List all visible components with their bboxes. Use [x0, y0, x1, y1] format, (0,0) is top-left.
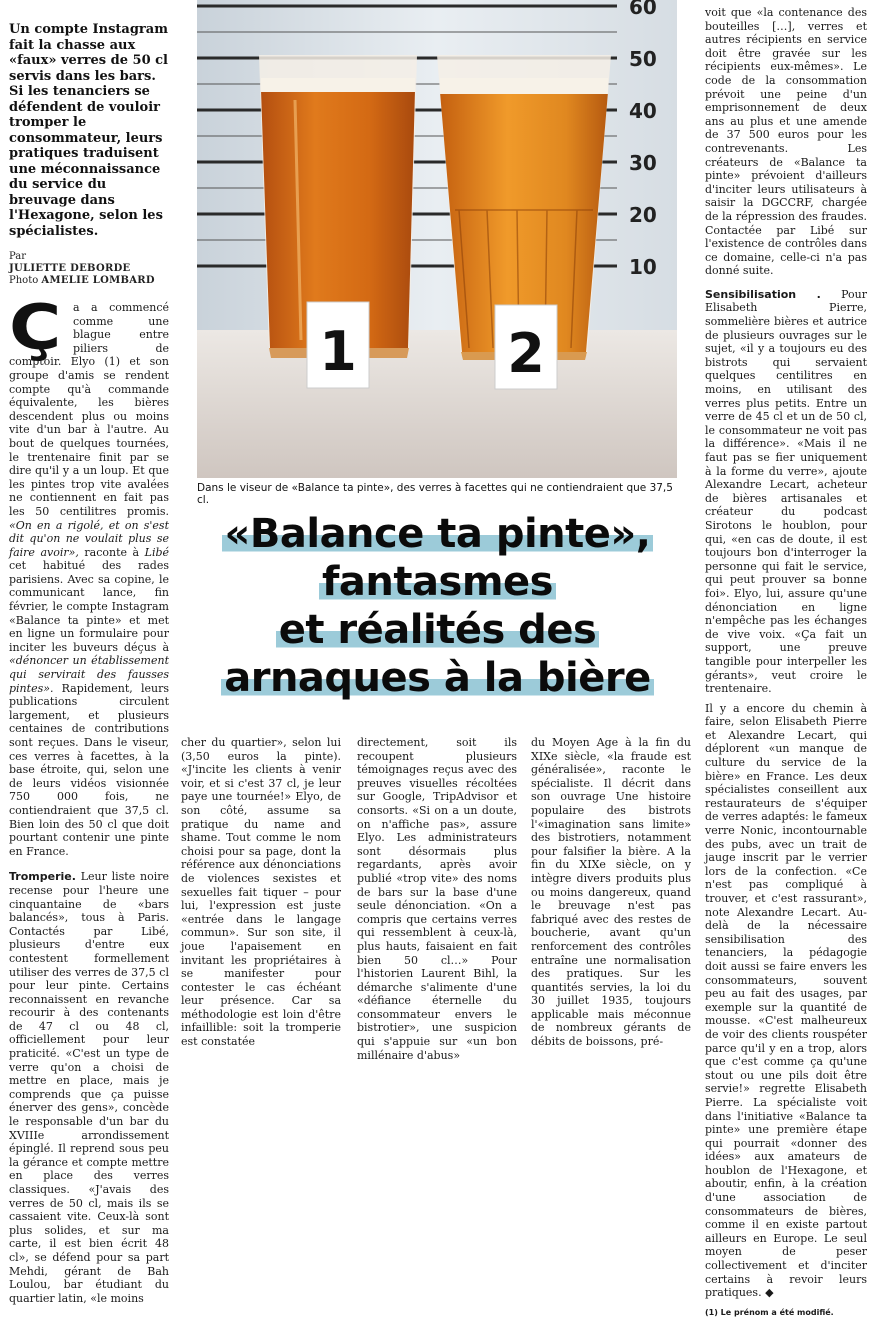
byline	[9, 251, 169, 287]
photo-caption: Dans le viseur de «Balance ta pinte», des verres à facettes qui ne contiendraient que 37,5 cl.	[197, 482, 673, 506]
ruler-label-60: 60	[629, 0, 657, 19]
left-column	[9, 22, 170, 1305]
headline-line-3: et réalités des	[185, 606, 690, 654]
ruler-label-30: 30	[629, 151, 657, 175]
body-column-2: cher du quartier», selon lui (3,50 euros la pinte). «J'incite les clients à venir voir, et si c'est 37 cl, je leur paye une tournée!» Elyo, de son côté, assume sa pratique du name and shame. Tout comme le nom choisi pour sa page, dont la référence aux dénonciations de violences sexistes et sexuelles fait tiquer – pour lui, l'expression est juste «entrée dans le langage commun». Sur son site, il joue l'apaisement en invitant les propriétaires à se manifester pour contester le cas échéant leur présence. Car sa méthodologie est loin d'être infaillible: soit la tromperie est constatée	[181, 736, 341, 1049]
beer-glasses-illustration	[197, 0, 677, 478]
lead-paragraph: Ç a a commencé comme une blague entre piliers de comptoir. Elyo (1) et son groupe d'amis se rendent compte qu'à commande équivalente, les bières descendent plus ou moins vite d'un bar à l'autre. Au bout de quelques tournées, le trentenaire finit par se dire qu'il y a un loup. Et que les pintes trop vite avalées ne contiennent en fait pas les 50 centilitres promis. «On en a rigolé, et on s'est dit qu'on ne voulait plus se faire avoir», raconte à Libé cet habitué des rades parisiens. Avec sa copine, le communicant lance, fin février, le compte Instagram «Balance ta pinte» et met en ligne un formulaire pour inciter les buveurs déçus à «dénoncer un établissement qui servirait des fausses pintes». Rapidement, leurs publications circulent largement, et plusieurs centaines de contributions sont reçues. Dans le viseur, ces verres à facettes, à la base étroite, qui, selon une de leurs vidéos visionnée 750 000 fois, ne contiendraient que 37,5 cl. Bien loin des 50 cl que doit pourtant contenir une pinte en France.	[9, 291, 170, 858]
right-paragraph-1: voit que «la contenance des bouteilles […], verres et autres récipients en service doit être gravée sur les récipients eux-mêmes». Le code de la consommation prévoit une peine d'un emprisonnement de deux ans au plus et une amende de 37 500 euros pour les contrevenants. Les créateurs de «Balance ta pinte» prévoient d'ailleurs d'inciter leurs utilisateurs à saisir la DGCCRF, chargée de la répression des fraudes. Contactée par Libé sur l'existence de contrôles dans ce domaine, celle-ci n'a pas donné suite.	[705, 6, 867, 278]
right-paragraph-3: Il y a encore du chemin à faire, selon Elisabeth Pierre et Alexandre Lecart, qui déplorent «un manque de culture du service de la bière» en France. Les deux spécialistes conseillent aux restaurateurs de s'équiper de verres adaptés: le fameux verre Nonic, incontournable des pubs, avec un trait de jauge inscrit par le verrier lors de la confection. «Ce n'est pas compliqué à trouver, et c'est rassurant», note Alexandre Lecart. Au-delà de la nécessaire sensibilisation des tenanciers, la pédagogie doit aussi se faire envers les consommateurs, souvent peu au fait des usages, par exemple sur la quantité de mousse. «C'est malheureux de voir des clients rouspéter parce qu'il y en a trop, alors que c'est comme ça qu'une stout ou une pils doit être servie!» regrette Elisabeth Pierre. La spécialiste voit dans l'initiative «Balance ta pinte» une première étape qui pourrait «donner des idées» aux amateurs de houblon de l'Hexagone, et aboutir, enfin, à la création d'une association de consommateurs de bières, comme il en existe partout ailleurs en Europe. Le seul moyen de peser collectivement et d'inciter certains à revoir leurs pratiques. ◆	[705, 701, 867, 1300]
glass-2-card	[495, 305, 557, 389]
glass-1-card	[307, 302, 369, 388]
ruler-label-10: 10	[629, 255, 657, 279]
headline-line-4: arnaques à la bière	[185, 654, 690, 702]
glass-label-2: 2	[507, 322, 545, 385]
subhead-sensibilisation: Sensibilisation .	[705, 287, 821, 301]
byline-par: Par	[9, 251, 27, 262]
photographer-name: AMELIE LOMBARD	[41, 275, 155, 286]
ruler-label-20: 20	[629, 203, 657, 227]
ruler-label-40: 40	[629, 99, 657, 123]
footnote: (1) Le prénom a été modifié.	[705, 1307, 834, 1317]
dropcap: Ç	[9, 291, 62, 364]
sensibilisation-paragraph: Sensibilisation . Pour Elisabeth Pierre, sommelière bières et autrice de plusieurs ouvrages sur le sujet, «il y a toujours eu des bistrots qui servaient quelques centilitres en moins, en utilisant des verres plus petits. Entre un verre de 45 cl et un de 50 cl, le consommateur ne voit pas la différence». «Mais il ne faut pas se fier uniquement à la forme du verre», ajoute Alexandre Lecart, acheteur de bières artisanales et créateur du podcast Sirotons le houblon, pour qui, «en cas de doute, il est toujours bon d'interroger la personne qui fait le service, qui peut prouver sa bonne foi». Elyo, lui, assure qu'une dénonciation en ligne n'empêche pas les échanges de vive voix. «Ça fait un support, une preuve tangible pour interpeller les gérants», veut croire le trentenaire.	[705, 287, 867, 696]
headline-line-2: fantasmes	[185, 558, 690, 606]
article-photo	[197, 0, 677, 478]
right-column	[705, 6, 867, 1317]
headline	[185, 510, 690, 702]
glass-label-1: 1	[319, 320, 357, 383]
standfirst: Un compte Instagram fait la chasse aux «faux» verres de 50 cl servis dans les bars. Si les tenanciers se défendent de vouloir tromper le consommateur, leurs pratiques traduisent une méconnaissance du service du breuvage dans l'Hexagone, selon les spécialistes.	[9, 22, 168, 239]
body-column-4: du Moyen Age à la fin du XIXe siècle, «la fraude est généralisée», raconte le spécialiste. Il décrit dans son ouvrage Une histoire populaire des bistrots l'«imagination sans limite» des bistrotiers, notamment pour falsifier la bière. A la fin du XIXe siècle, on y intègre divers produits plus ou moins dangereux, quand le breuvage n'est pas fabriqué avec des restes de boucherie, avant qu'un renforcement des contrôles entraîne une normalisation des pratiques. Sur les quantités servies, la loi du 30 juillet 1935, toujours applicable mais méconnue de nombreux gérants de débits de boissons, pré-	[531, 736, 691, 1049]
body-column-3: directement, soit ils recoupent plusieurs témoignages reçus avec des preuves visuelles récoltées sur Google, TripAdvisor et consorts. «Si on a un doute, on n'affiche pas», assure Elyo. Les administrateurs sont désormais plus regardants, après avoir publié «trop vite» des noms de bars sur la base d'une seule dénonciation. «On a compris que certains verres qui ressemblent à ceux-là, plus hauts, faisaient en fait bien 50 cl…» Pour l'historien Laurent Bihl, la démarche s'alimente d'une «défiance éternelle du consommateur envers le bistrotier», une suspicion qui s'appuie sur «un bon millénaire d'abus»	[357, 736, 517, 1062]
author-name: JULIETTE DEBORDE	[9, 263, 131, 274]
headline-line-1: «Balance ta pinte»,	[185, 510, 690, 558]
photo-label: Photo	[9, 275, 39, 286]
ruler-label-50: 50	[629, 47, 657, 71]
tromperie-paragraph: Tromperie. Leur liste noire recense pour l'heure une cinquantaine de «bars balancés», tous à Paris. Contactés par Libé, plusieurs d'entre eux contestent formellement utiliser des verres de 37,5 cl pour leur pinte. Certains reconnaissent en revanche recourir à des contenants de 47 cl ou 48 cl, officiellement pour leur praticité. «C'est un type de verre qu'on a choisi de mettre en place, mais je comprends que ça puisse énerver des gens», concède le responsable d'un bar du XVIIIe arrondissement épinglé. Il reprend sous peu la gérance et compte mettre en place des verres classiques. «J'avais des verres de 50 cl, mais ils se cassaient vite. Ceux-là sont plus solides, et sur ma carte, il est bien écrit 48 cl», se défend pour sa part Mehdi, gérant de Bah Loulou, bar étudiant du quartier latin, «le moins	[9, 870, 169, 1305]
subhead-tromperie: Tromperie.	[9, 870, 76, 884]
